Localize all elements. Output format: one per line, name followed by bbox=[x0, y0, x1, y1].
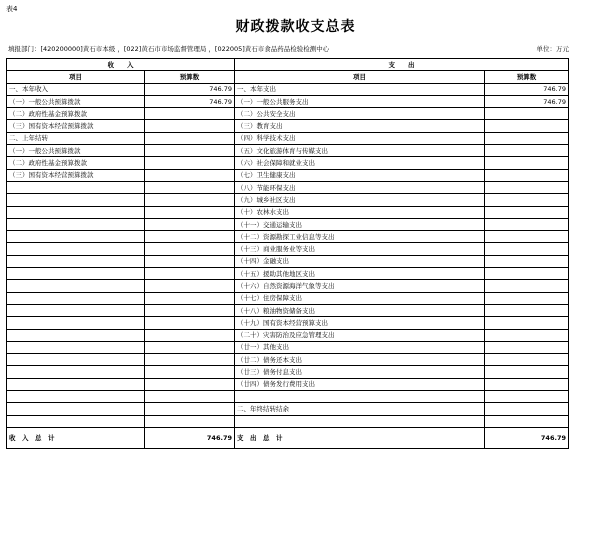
table-row bbox=[7, 391, 569, 403]
expense-item-cell: （九）城乡社区支出 bbox=[235, 194, 485, 206]
table-row bbox=[7, 83, 569, 95]
expense-item-cell: （十二）资源勘探工业信息等支出 bbox=[235, 231, 485, 243]
expense-budget-cell bbox=[485, 169, 569, 181]
table-row bbox=[7, 304, 569, 316]
expense-item-cell: （八）节能环保支出 bbox=[235, 181, 485, 193]
income-item-cell bbox=[7, 206, 145, 218]
income-budget-cell bbox=[145, 108, 235, 120]
expense-budget-cell bbox=[485, 194, 569, 206]
table-row bbox=[7, 231, 569, 243]
income-budget-cell bbox=[145, 255, 235, 267]
expense-item-cell: （五）文化旅游体育与传媒支出 bbox=[235, 145, 485, 157]
income-item-cell bbox=[7, 403, 145, 415]
income-item-cell: （三）国有资本经营预算拨款 bbox=[7, 169, 145, 181]
income-budget-cell bbox=[145, 304, 235, 316]
income-item-cell bbox=[7, 181, 145, 193]
table-row bbox=[7, 403, 569, 415]
expense-item-cell: （一）一般公共服务支出 bbox=[235, 95, 485, 107]
income-item-cell bbox=[7, 378, 145, 390]
report-subheader bbox=[8, 44, 569, 53]
expense-budget-header: 预算数 bbox=[485, 71, 569, 83]
table-row bbox=[7, 378, 569, 390]
expense-item-header: 项目 bbox=[235, 71, 485, 83]
income-budget-cell: 746.79 bbox=[145, 83, 235, 95]
table-row bbox=[7, 415, 569, 427]
expense-budget-cell bbox=[485, 206, 569, 218]
income-item-cell bbox=[7, 415, 145, 427]
expense-budget-cell bbox=[485, 255, 569, 267]
income-item-cell bbox=[7, 292, 145, 304]
table-row bbox=[7, 145, 569, 157]
expense-budget-cell bbox=[485, 403, 569, 415]
expense-item-cell: （十六）自然资源海洋气象等支出 bbox=[235, 280, 485, 292]
expense-item-cell bbox=[235, 391, 485, 403]
table-row bbox=[7, 243, 569, 255]
income-budget-cell bbox=[145, 145, 235, 157]
table-row bbox=[7, 132, 569, 144]
expense-budget-cell bbox=[485, 243, 569, 255]
income-item-cell bbox=[7, 366, 145, 378]
income-section-header: 收 入 bbox=[7, 59, 235, 71]
income-item-cell bbox=[7, 391, 145, 403]
table-row bbox=[7, 280, 569, 292]
expense-total-value: 746.79 bbox=[485, 427, 569, 448]
expense-budget-cell bbox=[485, 329, 569, 341]
expense-budget-cell bbox=[485, 415, 569, 427]
expense-budget-cell bbox=[485, 132, 569, 144]
table-row bbox=[7, 108, 569, 120]
expense-budget-cell bbox=[485, 292, 569, 304]
income-budget-cell bbox=[145, 218, 235, 230]
table-row bbox=[7, 95, 569, 107]
table-row bbox=[7, 366, 569, 378]
income-budget-cell bbox=[145, 231, 235, 243]
income-budget-cell bbox=[145, 329, 235, 341]
income-budget-cell bbox=[145, 243, 235, 255]
income-budget-cell bbox=[145, 366, 235, 378]
income-total-label: 收 入 总 计 bbox=[7, 427, 145, 448]
total-row bbox=[7, 427, 569, 448]
table-row bbox=[7, 341, 569, 353]
expense-item-cell: （七）卫生健康支出 bbox=[235, 169, 485, 181]
income-item-cell bbox=[7, 329, 145, 341]
expense-budget-cell bbox=[485, 378, 569, 390]
income-budget-cell bbox=[145, 415, 235, 427]
expense-budget-cell bbox=[485, 181, 569, 193]
table-row bbox=[7, 292, 569, 304]
income-item-cell bbox=[7, 304, 145, 316]
expense-item-cell: （十九）国有资本经营预算支出 bbox=[235, 317, 485, 329]
income-item-cell bbox=[7, 231, 145, 243]
table-row bbox=[7, 255, 569, 267]
table-row bbox=[7, 268, 569, 280]
income-item-cell: 二、上年结转 bbox=[7, 132, 145, 144]
filling-department: 填报部门：[420200000]黄石市本级 ，[022]黄石市市场监督管理局 ，[022005]黄石市食品药品检验检测中心 bbox=[8, 45, 330, 53]
income-budget-cell bbox=[145, 391, 235, 403]
income-item-cell bbox=[7, 255, 145, 267]
income-item-cell bbox=[7, 218, 145, 230]
expense-budget-cell: 746.79 bbox=[485, 83, 569, 95]
expense-budget-cell bbox=[485, 218, 569, 230]
expense-item-cell: （十八）粮油物资储备支出 bbox=[235, 304, 485, 316]
expense-item-cell: （十五）援助其他地区支出 bbox=[235, 268, 485, 280]
expense-budget-cell bbox=[485, 341, 569, 353]
income-item-cell bbox=[7, 280, 145, 292]
income-item-cell bbox=[7, 243, 145, 255]
expense-total-label: 支 出 总 计 bbox=[235, 427, 485, 448]
income-budget-cell bbox=[145, 181, 235, 193]
expense-item-cell: （十）农林水支出 bbox=[235, 206, 485, 218]
income-budget-cell bbox=[145, 403, 235, 415]
section-header-row bbox=[7, 59, 569, 71]
expense-item-cell: （廿一）其他支出 bbox=[235, 341, 485, 353]
income-item-cell: （三）国有资本经营预算拨款 bbox=[7, 120, 145, 132]
income-budget-cell bbox=[145, 132, 235, 144]
table-row bbox=[7, 354, 569, 366]
table-row bbox=[7, 157, 569, 169]
income-item-cell bbox=[7, 317, 145, 329]
income-budget-header: 预算数 bbox=[145, 71, 235, 83]
income-budget-cell bbox=[145, 341, 235, 353]
income-budget-cell bbox=[145, 206, 235, 218]
expense-budget-cell bbox=[485, 391, 569, 403]
income-item-cell bbox=[7, 341, 145, 353]
income-item-cell: （二）政府性基金预算拨款 bbox=[7, 108, 145, 120]
expense-budget-cell bbox=[485, 231, 569, 243]
expense-item-cell: （三）教育支出 bbox=[235, 120, 485, 132]
expense-item-cell: 一、本年支出 bbox=[235, 83, 485, 95]
expense-budget-cell bbox=[485, 317, 569, 329]
unit-label: 单位：万元 bbox=[536, 45, 569, 53]
income-budget-cell bbox=[145, 378, 235, 390]
income-budget-cell bbox=[145, 354, 235, 366]
column-header-row bbox=[7, 71, 569, 83]
expense-budget-cell bbox=[485, 304, 569, 316]
income-budget-cell bbox=[145, 120, 235, 132]
income-budget-cell bbox=[145, 194, 235, 206]
table-row bbox=[7, 120, 569, 132]
income-item-header: 项目 bbox=[7, 71, 145, 83]
table-row bbox=[7, 169, 569, 181]
expense-budget-cell bbox=[485, 280, 569, 292]
income-item-cell bbox=[7, 354, 145, 366]
expense-item-cell bbox=[235, 415, 485, 427]
expense-budget-cell bbox=[485, 268, 569, 280]
expense-budget-cell bbox=[485, 145, 569, 157]
table-row bbox=[7, 317, 569, 329]
expense-item-cell: （十一）交通运输支出 bbox=[235, 218, 485, 230]
income-item-cell bbox=[7, 268, 145, 280]
expense-budget-cell bbox=[485, 120, 569, 132]
expense-budget-cell bbox=[485, 108, 569, 120]
expense-budget-cell bbox=[485, 354, 569, 366]
expense-budget-cell bbox=[485, 366, 569, 378]
expense-item-cell: （二）公共安全支出 bbox=[235, 108, 485, 120]
income-budget-cell bbox=[145, 317, 235, 329]
expense-item-cell: 二、年终结转结余 bbox=[235, 403, 485, 415]
table-row bbox=[7, 181, 569, 193]
income-budget-cell bbox=[145, 268, 235, 280]
expense-item-cell: （十七）住房保障支出 bbox=[235, 292, 485, 304]
expense-item-cell: （十三）商业服务业等支出 bbox=[235, 243, 485, 255]
income-total-value: 746.79 bbox=[145, 427, 235, 448]
income-item-cell bbox=[7, 194, 145, 206]
expense-item-cell: （廿二）债务还本支出 bbox=[235, 354, 485, 366]
table-row bbox=[7, 194, 569, 206]
income-budget-cell bbox=[145, 157, 235, 169]
expense-item-cell: （四）科学技术支出 bbox=[235, 132, 485, 144]
expense-budget-cell: 746.79 bbox=[485, 95, 569, 107]
budget-summary-table bbox=[6, 58, 569, 449]
income-budget-cell bbox=[145, 280, 235, 292]
expense-item-cell: （十四）金融支出 bbox=[235, 255, 485, 267]
income-item-cell: （二）政府性基金预算拨款 bbox=[7, 157, 145, 169]
income-budget-cell: 746.79 bbox=[145, 95, 235, 107]
expense-budget-cell bbox=[485, 157, 569, 169]
expense-item-cell: （廿四）债务发行费用支出 bbox=[235, 378, 485, 390]
expense-section-header: 支 出 bbox=[235, 59, 569, 71]
income-budget-cell bbox=[145, 292, 235, 304]
table-number: 表4 bbox=[6, 5, 18, 13]
expense-item-cell: （六）社会保障和就业支出 bbox=[235, 157, 485, 169]
expense-item-cell: （廿三）债务付息支出 bbox=[235, 366, 485, 378]
income-budget-cell bbox=[145, 169, 235, 181]
expense-item-cell: （二十）灾害防治及应急管理支出 bbox=[235, 329, 485, 341]
table-row bbox=[7, 206, 569, 218]
report-title: 财政拨款收支总表 bbox=[235, 19, 356, 35]
table-row bbox=[7, 218, 569, 230]
table-row bbox=[7, 329, 569, 341]
income-item-cell: 一、本年收入 bbox=[7, 83, 145, 95]
income-item-cell: （一）一般公共预算拨款 bbox=[7, 95, 145, 107]
income-item-cell: （一）一般公共预算拨款 bbox=[7, 145, 145, 157]
